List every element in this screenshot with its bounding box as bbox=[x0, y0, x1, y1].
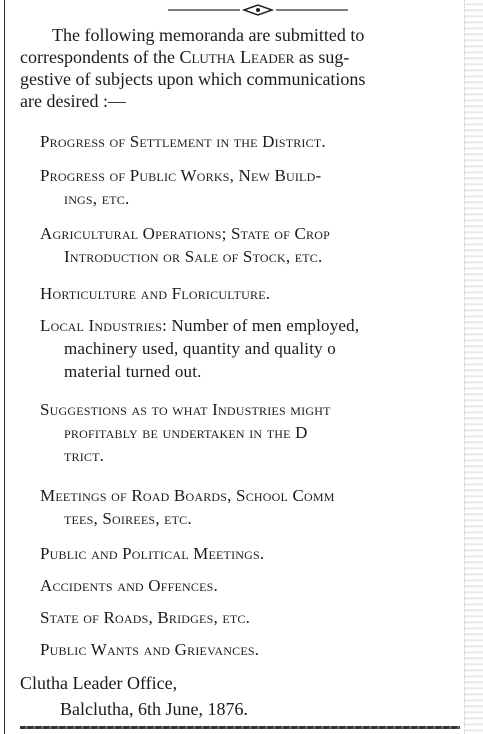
intro-text: as sug- bbox=[294, 47, 350, 67]
intro-text: correspondents of the bbox=[20, 47, 180, 67]
list-item bbox=[40, 606, 480, 629]
list-item-text: Horticulture and Floriculture. bbox=[40, 284, 271, 303]
list-item bbox=[40, 398, 480, 467]
list-item-continuation: ings, etc. bbox=[64, 189, 130, 208]
intro-line: The following memoranda are submitted to bbox=[52, 25, 365, 45]
bottom-rule bbox=[20, 726, 460, 729]
intro-paragraph bbox=[20, 24, 480, 112]
intro-line: are desired :— bbox=[20, 91, 126, 111]
list-item bbox=[40, 222, 480, 268]
list-item-text: Suggestions as to what Industries might bbox=[40, 400, 331, 419]
list-item bbox=[40, 164, 480, 210]
ornament-divider bbox=[168, 4, 348, 16]
list-item-continuation: Introduction or Sale of Stock, etc. bbox=[64, 247, 323, 266]
list-item-text: Public Wants and Grievances. bbox=[40, 640, 260, 659]
list-item bbox=[40, 574, 480, 597]
list-item-text: Progress of Settlement in the District. bbox=[40, 132, 326, 151]
intro-line bbox=[20, 46, 480, 68]
list-item-continuation: profitably be undertaken in the D bbox=[64, 423, 308, 442]
list-item-continuation: tees, Soirees, etc. bbox=[64, 509, 192, 528]
list-item-text: Number of men employed, bbox=[167, 316, 360, 335]
list-item-continuation: trict. bbox=[64, 446, 105, 465]
list-item bbox=[40, 484, 480, 530]
list-item bbox=[40, 130, 480, 153]
list-item-text: Meetings of Road Boards, School Comm bbox=[40, 486, 335, 505]
list-item-heading: Local Industries: bbox=[40, 316, 168, 335]
list-item bbox=[40, 638, 480, 661]
signature-place-date: Balclutha, 6th June, 1876. bbox=[60, 699, 248, 719]
list-item-text: Accidents and Offences. bbox=[40, 576, 218, 595]
list-item-text: Agricultural Operations; State of Crop bbox=[40, 224, 330, 243]
list-item-text: Public and Political Meetings. bbox=[40, 544, 265, 563]
newspaper-name: Clutha Leader bbox=[179, 47, 295, 67]
signature-office: Clutha Leader Office, bbox=[20, 673, 178, 693]
list-item bbox=[40, 282, 480, 305]
list-item-text: State of Roads, Bridges, etc. bbox=[40, 608, 251, 627]
list-item-continuation: material turned out. bbox=[64, 362, 202, 381]
list-item-continuation: machinery used, quantity and quality o bbox=[64, 339, 336, 358]
list-item-text: Progress of Public Works, New Build- bbox=[40, 166, 322, 185]
list-item bbox=[40, 542, 480, 565]
list-item bbox=[40, 314, 480, 383]
intro-line: gestive of subjects upon which communications bbox=[20, 69, 366, 89]
column-rule bbox=[4, 0, 5, 734]
